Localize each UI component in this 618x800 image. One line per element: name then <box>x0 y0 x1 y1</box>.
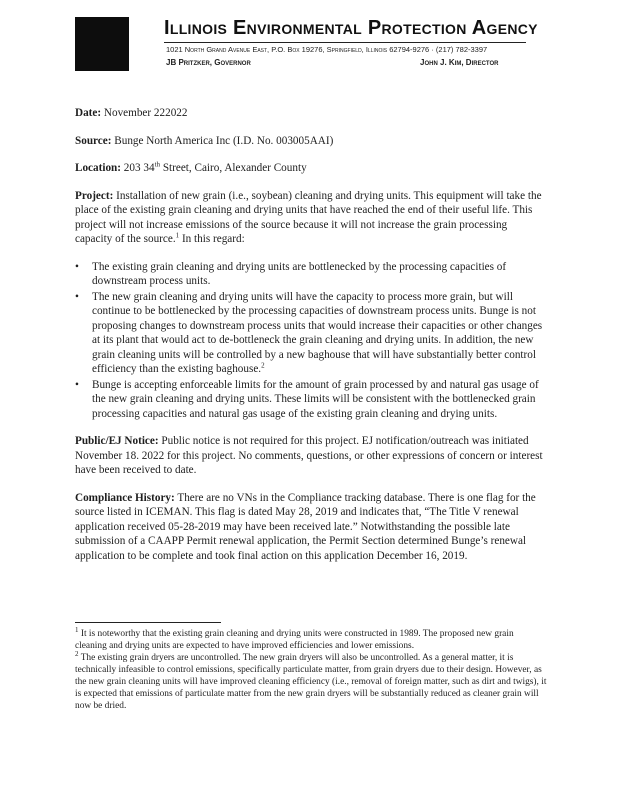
header-rule <box>164 42 526 43</box>
footnote-ref-1: 1 <box>175 231 180 240</box>
footnote-number: 1 <box>75 625 79 634</box>
location-street: Street, Cairo, Alexander County <box>160 162 307 174</box>
agency-name: Illinois Environmental Protection Agency <box>164 17 538 39</box>
bullet-text: The existing grain cleaning and drying units are bottlenecked by the processing capacities of downstream process units. <box>92 260 507 287</box>
project-label: Project: <box>75 189 114 202</box>
list-item <box>75 378 547 422</box>
list-item <box>75 290 547 377</box>
bullet-text: The new grain cleaning and drying units will have the capacity to process more grain, but will continue to be bottlenecked by the processing capacities of downstream process units. Bunge is not proposing changes to downstream process units that would increase their capacities or other changes at its plant that would act to de-bottleneck the grain cleaning and drying units. In addition, the new grain cleaning units will be controlled by a new baghouse that will have substantially better control efficiency than the existing baghouse. <box>92 290 543 375</box>
footnotes <box>75 625 547 712</box>
compliance-text: There are no VNs in the Compliance tracking database. There is one flag for the source listed in ICEMAN. This flag is dated May 28, 2019 and indicates that, “The Title V renewal application received 05-28-2019 may have been received late.” Notwithstanding the possible late submission of a CAAPP Permit renewal application, the Permit Section determined Bunge’s renewal application to be complete and took final action on this application December 16, 2019. <box>75 491 536 562</box>
director-name: John J. Kim, Director <box>420 58 499 67</box>
footnote-rule <box>75 622 221 623</box>
compliance-label: Compliance History: <box>75 491 175 504</box>
footnote-text: It is noteworthy that the existing grain cleaning and drying units were constructed in 1989. The proposed new grain cleaning and drying units are expected to have improved efficiencies and lower emissions. <box>75 629 514 651</box>
governor-name: JB Pritzker, Governor <box>166 58 251 67</box>
source-line <box>75 134 547 149</box>
compliance-paragraph <box>75 491 547 564</box>
project-text-after: In this regard: <box>179 233 245 245</box>
source-value: Bunge North America Inc (I.D. No. 003005AAI) <box>114 134 334 147</box>
date-label: Date: <box>75 107 102 119</box>
project-text: Installation of new grain (i.e., soybean) cleaning and drying units. This equipment will take the place of the existing grain cleaning and drying units that have reached the end of their useful life. This project will not increase emissions of the source because it will not increase the grain processing capacity of the source. <box>75 189 542 245</box>
list-item <box>75 260 547 289</box>
footnote-1 <box>75 625 547 652</box>
date-value: November 222022 <box>103 107 188 119</box>
agency-logo <box>75 17 129 71</box>
bullet-icon: • <box>75 290 79 303</box>
location-number: 203 34 <box>123 162 155 174</box>
public-notice-label: Public/EJ Notice: <box>75 435 159 447</box>
date-line <box>75 106 547 121</box>
bullet-text: Bunge is accepting enforceable limits for the amount of grain processed by and natural gas usage of the new grain cleaning and drying units. These limits will be consistent with the bottlenecked grain processing capacities and natural gas usage of the existing grain cleaning and drying units. <box>92 378 539 420</box>
location-value <box>124 162 307 174</box>
source-label: Source: <box>75 134 112 147</box>
footnote-2 <box>75 649 547 712</box>
memo-body <box>75 106 547 576</box>
agency-address: 1021 North Grand Avenue East, P.O. Box 19276, Springfield, Illinois 62794-9276 · (217) 782-3397 <box>166 45 488 54</box>
footnote-number: 2 <box>75 649 79 658</box>
project-paragraph <box>75 189 547 247</box>
location-line <box>75 161 547 176</box>
public-notice-paragraph <box>75 434 547 478</box>
public-notice-text: Public notice is not required for this project. EJ notification/outreach was initiated November 18. 2022 for this project. No comments, questions, or other expressions of concern or interest have been received to date. <box>75 435 543 476</box>
bullet-icon: • <box>75 260 79 273</box>
bullet-icon: • <box>75 378 79 391</box>
footnote-ref-2: 2 <box>261 361 265 370</box>
location-label: Location: <box>75 162 121 174</box>
project-bullets <box>75 260 547 422</box>
location-ordinal: th <box>154 160 161 169</box>
footnote-text: The existing grain dryers are uncontrolled. The new grain dryers will also be uncontrolled. As a general matter, it is technically infeasible to control emissions, specifically particulate matter, from grain dryers due to their design. However, as the new grain cleaning units will have improved cleaning efficiency (i.e., removal of foreign matter, such as dirt and twigs), it is expected that emissions of particulate matter from the new grain dryers will be substantially reduced as cleaner grain will now be dried. <box>75 653 547 711</box>
